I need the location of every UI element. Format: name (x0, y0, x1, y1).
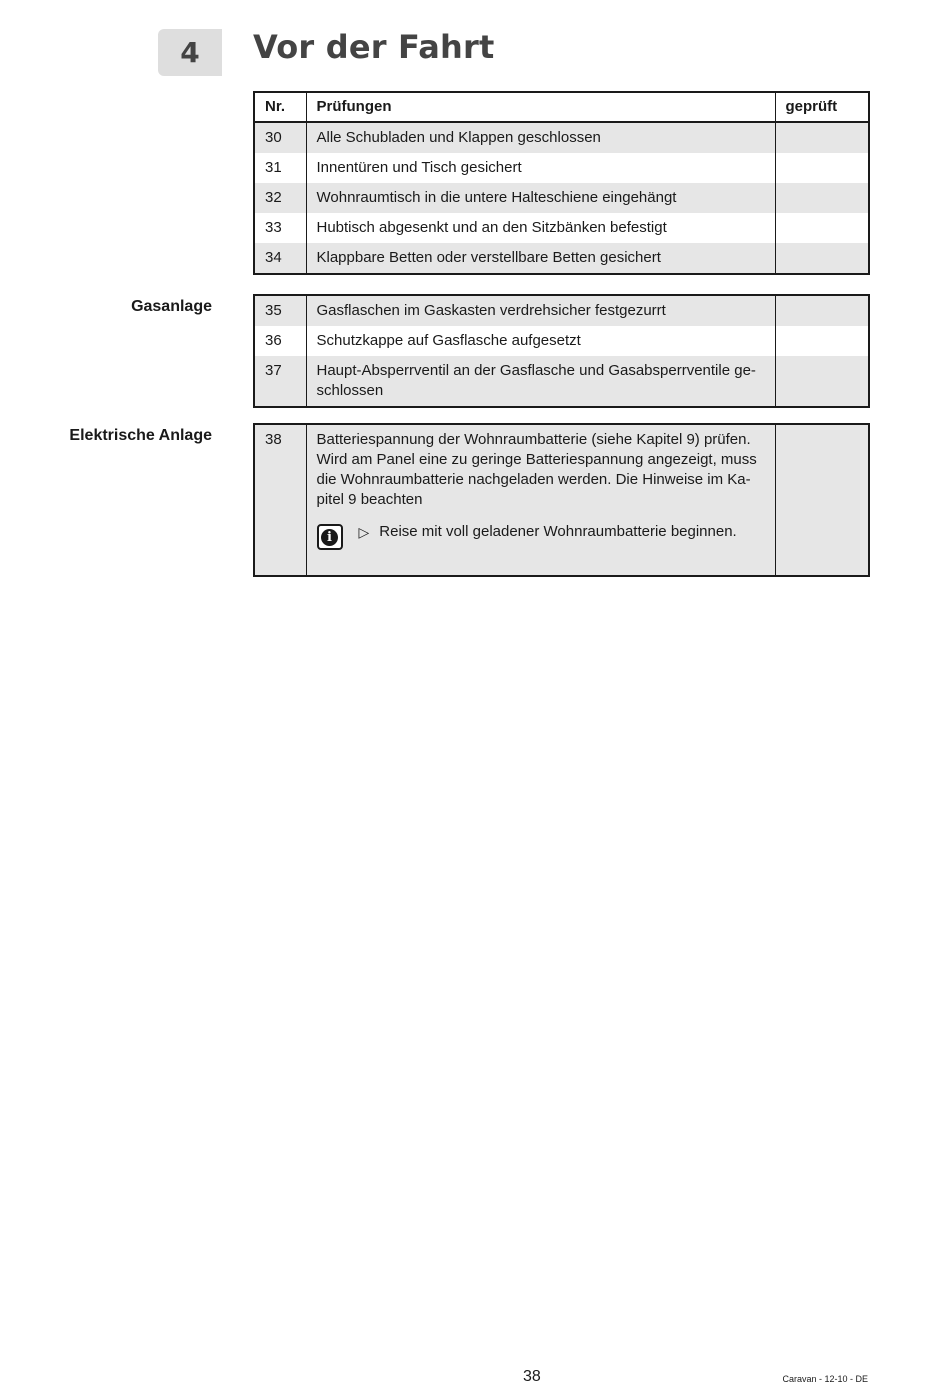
section-label-gas: Gasanlage (131, 298, 212, 315)
row-text: Hubtisch abgesenkt und an den Sitzbänken befestigt (306, 213, 775, 243)
chapter-number-tab: 4 (158, 29, 222, 76)
table-row (254, 183, 869, 213)
note-text: Reise mit voll geladener Wohnraumbatterie beginnen. (379, 523, 737, 540)
checked-cell (775, 183, 869, 213)
row-number: 33 (254, 213, 306, 243)
row-text: Batteriespannung der Wohnraumbatterie (siehe Kapitel 9) prüfen. Wird am Panel eine zu geringe Batteriespannung angezeigt, muss die Wohnraumbatterie nachgeladen werden. Die Hinweise im Ka-pitel 9 beachten (316, 431, 757, 508)
checked-cell (775, 122, 869, 153)
row-text: Schutzkappe auf Gasflasche aufgesetzt (306, 326, 775, 356)
table-row (254, 213, 869, 243)
table-row (254, 326, 869, 356)
info-icon: i (317, 524, 343, 550)
row-number: 37 (254, 356, 306, 407)
info-note (317, 522, 765, 550)
section-label-electrical: Elektrische Anlage (69, 427, 212, 444)
row-text: Haupt-Absperrventil an der Gasflasche und Gasabsperrventile ge-schlossen (306, 356, 775, 407)
checklist-table-general (253, 91, 870, 275)
checklist-table-electrical (253, 423, 870, 577)
row-text: Wohnraumtisch in die untere Halteschiene eingehängt (306, 183, 775, 213)
row-number: 38 (254, 424, 306, 576)
header-checks: Prüfungen (306, 92, 775, 122)
row-text: Innentüren und Tisch gesichert (306, 153, 775, 183)
page-number: 38 (523, 1368, 541, 1385)
document-code: Caravan - 12-10 - DE (782, 1374, 868, 1384)
header-nr: Nr. (254, 92, 306, 122)
row-number: 30 (254, 122, 306, 153)
row-number: 34 (254, 243, 306, 274)
page-title: Vor der Fahrt (253, 28, 495, 66)
row-number: 36 (254, 326, 306, 356)
table-header-row (254, 92, 869, 122)
arrow-bullet-icon: ▷ (358, 524, 370, 540)
table-row (254, 153, 869, 183)
row-number: 32 (254, 183, 306, 213)
row-number: 35 (254, 295, 306, 326)
table-row (254, 243, 869, 274)
header-checked: geprüft (775, 92, 869, 122)
row-number: 31 (254, 153, 306, 183)
table-row (254, 295, 869, 326)
checked-cell (775, 295, 869, 326)
table-row (254, 122, 869, 153)
checked-cell (775, 213, 869, 243)
checklist-table-gas (253, 294, 870, 408)
row-content (306, 424, 775, 576)
checked-cell (775, 326, 869, 356)
checked-cell (775, 153, 869, 183)
table-row (254, 424, 869, 576)
row-text: Klappbare Betten oder verstellbare Betten gesichert (306, 243, 775, 274)
table-row (254, 356, 869, 407)
row-text: Alle Schubladen und Klappen geschlossen (306, 122, 775, 153)
checked-cell (775, 424, 869, 576)
checked-cell (775, 243, 869, 274)
row-text: Gasflaschen im Gaskasten verdrehsicher festgezurrt (306, 295, 775, 326)
checked-cell (775, 356, 869, 407)
